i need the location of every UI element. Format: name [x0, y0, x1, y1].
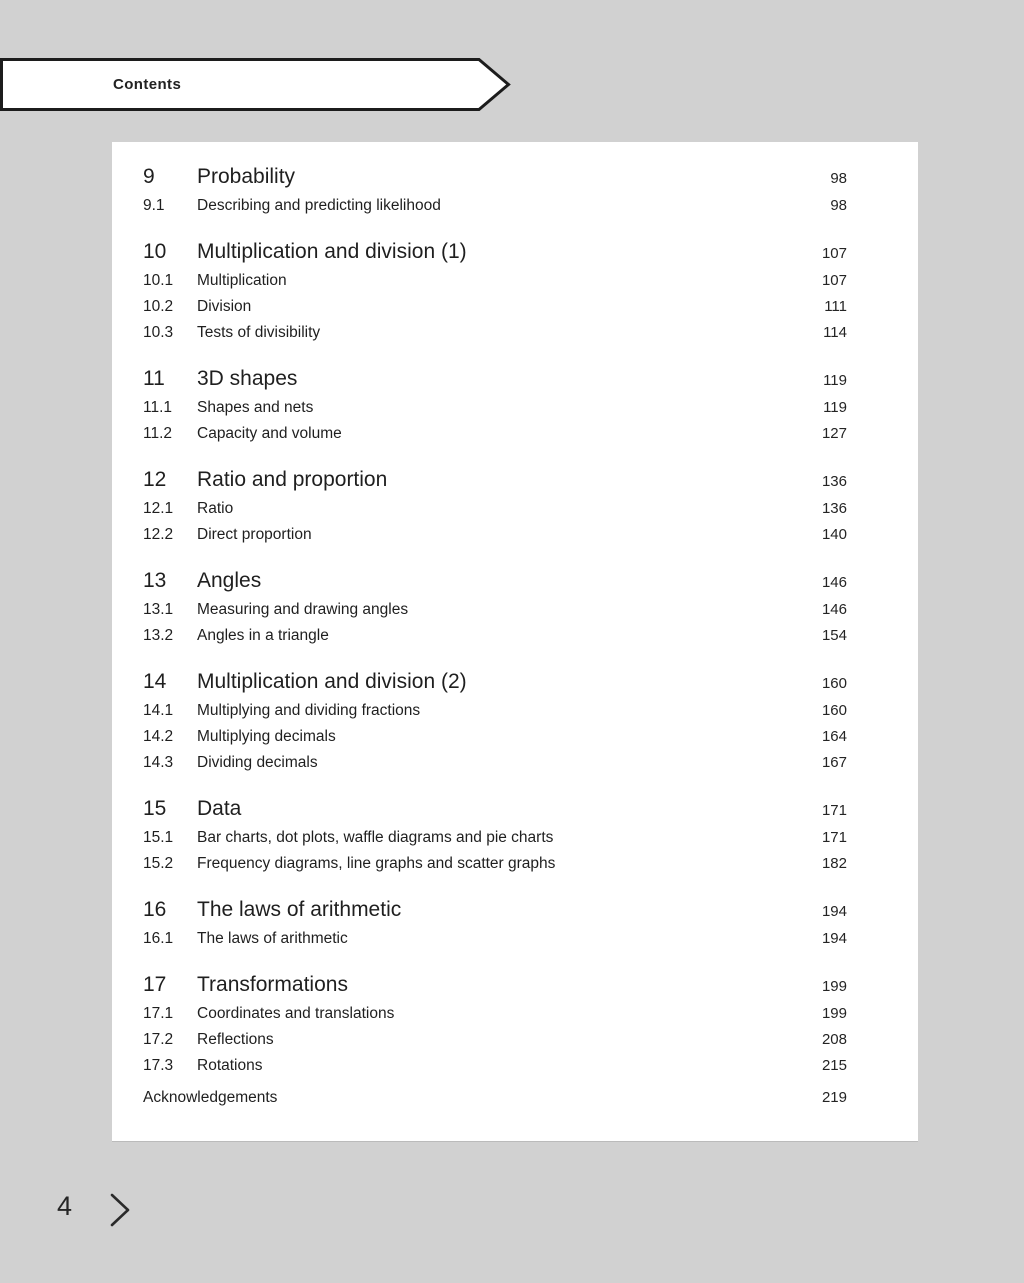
toc-section-row — [143, 1053, 847, 1079]
section-page-number: 127 — [821, 425, 847, 442]
toc-section-row — [143, 750, 847, 776]
toc-chapter-heading — [143, 665, 847, 698]
toc-chapter-heading — [143, 893, 847, 926]
toc-chapter-heading — [143, 463, 847, 496]
toc-chapter — [143, 665, 847, 776]
section-number: 10.3 — [143, 324, 174, 341]
chapter-title: 3D shapes — [197, 367, 298, 390]
section-page-number: 136 — [821, 500, 847, 517]
toc-chapter-heading — [143, 792, 847, 825]
backmatter-title: Acknowledgements — [143, 1089, 278, 1106]
section-title: Shapes and nets — [197, 399, 314, 416]
chapter-number: 13 — [143, 569, 167, 592]
chapter-title: Data — [197, 797, 242, 820]
section-number: 9.1 — [143, 197, 165, 214]
chapter-page-number: 194 — [821, 903, 847, 920]
toc-chapter — [143, 235, 847, 346]
section-number: 11.2 — [143, 425, 173, 442]
section-page-number: 107 — [821, 272, 847, 289]
toc-chapter-heading — [143, 160, 847, 193]
chapter-title: Probability — [197, 165, 296, 188]
banner-title: Contents — [113, 76, 182, 93]
section-page-number: 119 — [823, 399, 847, 416]
section-title: Frequency diagrams, line graphs and scatter graphs — [197, 855, 556, 872]
banner-arrow-shape — [0, 58, 512, 111]
chapter-page-number: 98 — [830, 170, 847, 187]
section-number: 10.2 — [143, 298, 174, 315]
chapter-page-number: 171 — [821, 802, 847, 819]
chapter-page-number: 136 — [821, 473, 847, 490]
contents-card — [112, 142, 918, 1141]
section-title: Ratio — [197, 500, 234, 517]
section-title: Division — [197, 298, 252, 315]
section-title: Capacity and volume — [197, 425, 342, 442]
section-number: 17.3 — [143, 1057, 174, 1074]
toc-section-row — [143, 522, 847, 548]
chevron-right-icon[interactable] — [107, 1192, 133, 1228]
section-title: Describing and predicting likelihood — [197, 197, 441, 214]
chapter-number: 14 — [143, 670, 167, 693]
section-title: Bar charts, dot plots, waffle diagrams and pie charts — [197, 829, 554, 846]
chapter-number: 17 — [143, 973, 167, 996]
toc-chapter — [143, 362, 847, 447]
toc-chapter — [143, 160, 847, 219]
backmatter-page-number: 219 — [821, 1089, 847, 1106]
section-page-number: 199 — [821, 1005, 847, 1022]
chapter-page-number: 107 — [821, 245, 847, 262]
toc-list — [143, 160, 847, 1111]
section-number: 16.1 — [143, 930, 174, 947]
section-title: Dividing decimals — [197, 754, 318, 771]
toc-chapter — [143, 792, 847, 877]
section-page-number: 114 — [823, 324, 847, 341]
toc-section-row — [143, 294, 847, 320]
section-title: Angles in a triangle — [197, 627, 329, 644]
chapter-title: Multiplication and division (1) — [197, 240, 467, 263]
chapter-number: 11 — [143, 367, 165, 390]
toc-chapter-heading — [143, 362, 847, 395]
section-number: 15.2 — [143, 855, 174, 872]
section-page-number: 215 — [821, 1057, 847, 1074]
toc-section-row — [143, 1001, 847, 1027]
chapter-title: Ratio and proportion — [197, 468, 388, 491]
section-title: Direct proportion — [197, 526, 312, 543]
section-title: Measuring and drawing angles — [197, 601, 409, 618]
toc-section-row — [143, 395, 847, 421]
section-page-number: 194 — [821, 930, 847, 947]
toc-section-row — [143, 268, 847, 294]
section-page-number: 160 — [821, 702, 847, 719]
section-number: 11.1 — [143, 399, 173, 416]
chapter-title: Transformations — [197, 973, 348, 996]
chapter-title: The laws of arithmetic — [197, 898, 402, 921]
section-page-number: 208 — [821, 1031, 847, 1048]
toc-chapter-heading — [143, 968, 847, 1001]
section-number: 14.2 — [143, 728, 174, 745]
section-title: Multiplying and dividing fractions — [197, 702, 421, 719]
toc-section-row — [143, 698, 847, 724]
chapter-number: 10 — [143, 240, 167, 263]
chapter-page-number: 119 — [823, 372, 847, 389]
section-title: The laws of arithmetic — [197, 930, 348, 947]
chapter-number: 15 — [143, 797, 167, 820]
chapter-page-number: 199 — [821, 978, 847, 995]
section-page-number: 154 — [821, 627, 847, 644]
chapter-title: Angles — [197, 569, 262, 592]
section-number: 17.2 — [143, 1031, 174, 1048]
toc-section-row — [143, 623, 847, 649]
toc-chapter — [143, 893, 847, 952]
section-page-number: 164 — [821, 728, 847, 745]
chapter-page-number: 160 — [821, 675, 847, 692]
toc-chapter — [143, 564, 847, 649]
chapter-title: Multiplication and division (2) — [197, 670, 467, 693]
section-page-number: 111 — [824, 298, 847, 315]
toc-section-row — [143, 1027, 847, 1053]
section-page-number: 140 — [821, 526, 847, 543]
section-number: 15.1 — [143, 829, 174, 846]
contents-banner — [0, 58, 512, 111]
chapter-number: 16 — [143, 898, 167, 921]
toc-chapter-heading — [143, 564, 847, 597]
section-title: Multiplication — [197, 272, 287, 289]
toc-section-row — [143, 851, 847, 877]
section-number: 13.1 — [143, 601, 174, 618]
toc-section-row — [143, 193, 847, 219]
section-number: 17.1 — [143, 1005, 174, 1022]
section-title: Reflections — [197, 1031, 274, 1048]
section-number: 13.2 — [143, 627, 174, 644]
chapter-number: 9 — [143, 165, 155, 188]
toc-section-row — [143, 597, 847, 623]
toc-chapter-heading — [143, 235, 847, 268]
toc-chapter — [143, 968, 847, 1079]
toc-section-row — [143, 421, 847, 447]
section-page-number: 146 — [821, 601, 847, 618]
toc-section-row — [143, 320, 847, 346]
section-page-number: 98 — [830, 197, 847, 214]
section-number: 10.1 — [143, 272, 174, 289]
chapter-page-number: 146 — [821, 574, 847, 591]
section-page-number: 171 — [821, 829, 847, 846]
section-number: 14.3 — [143, 754, 174, 771]
section-page-number: 182 — [821, 855, 847, 872]
toc-chapter — [143, 463, 847, 548]
section-title: Coordinates and translations — [197, 1005, 395, 1022]
toc-section-row — [143, 724, 847, 750]
section-number: 12.2 — [143, 526, 174, 543]
chapter-number: 12 — [143, 468, 167, 491]
toc-section-row — [143, 825, 847, 851]
section-title: Tests of divisibility — [197, 324, 321, 341]
section-number: 14.1 — [143, 702, 174, 719]
section-title: Multiplying decimals — [197, 728, 336, 745]
section-number: 12.1 — [143, 500, 174, 517]
section-page-number: 167 — [821, 754, 847, 771]
toc-section-row — [143, 926, 847, 952]
page-number: 4 — [57, 1191, 73, 1221]
toc-backmatter-row — [143, 1085, 847, 1111]
toc-section-row — [143, 496, 847, 522]
section-title: Rotations — [197, 1057, 263, 1074]
